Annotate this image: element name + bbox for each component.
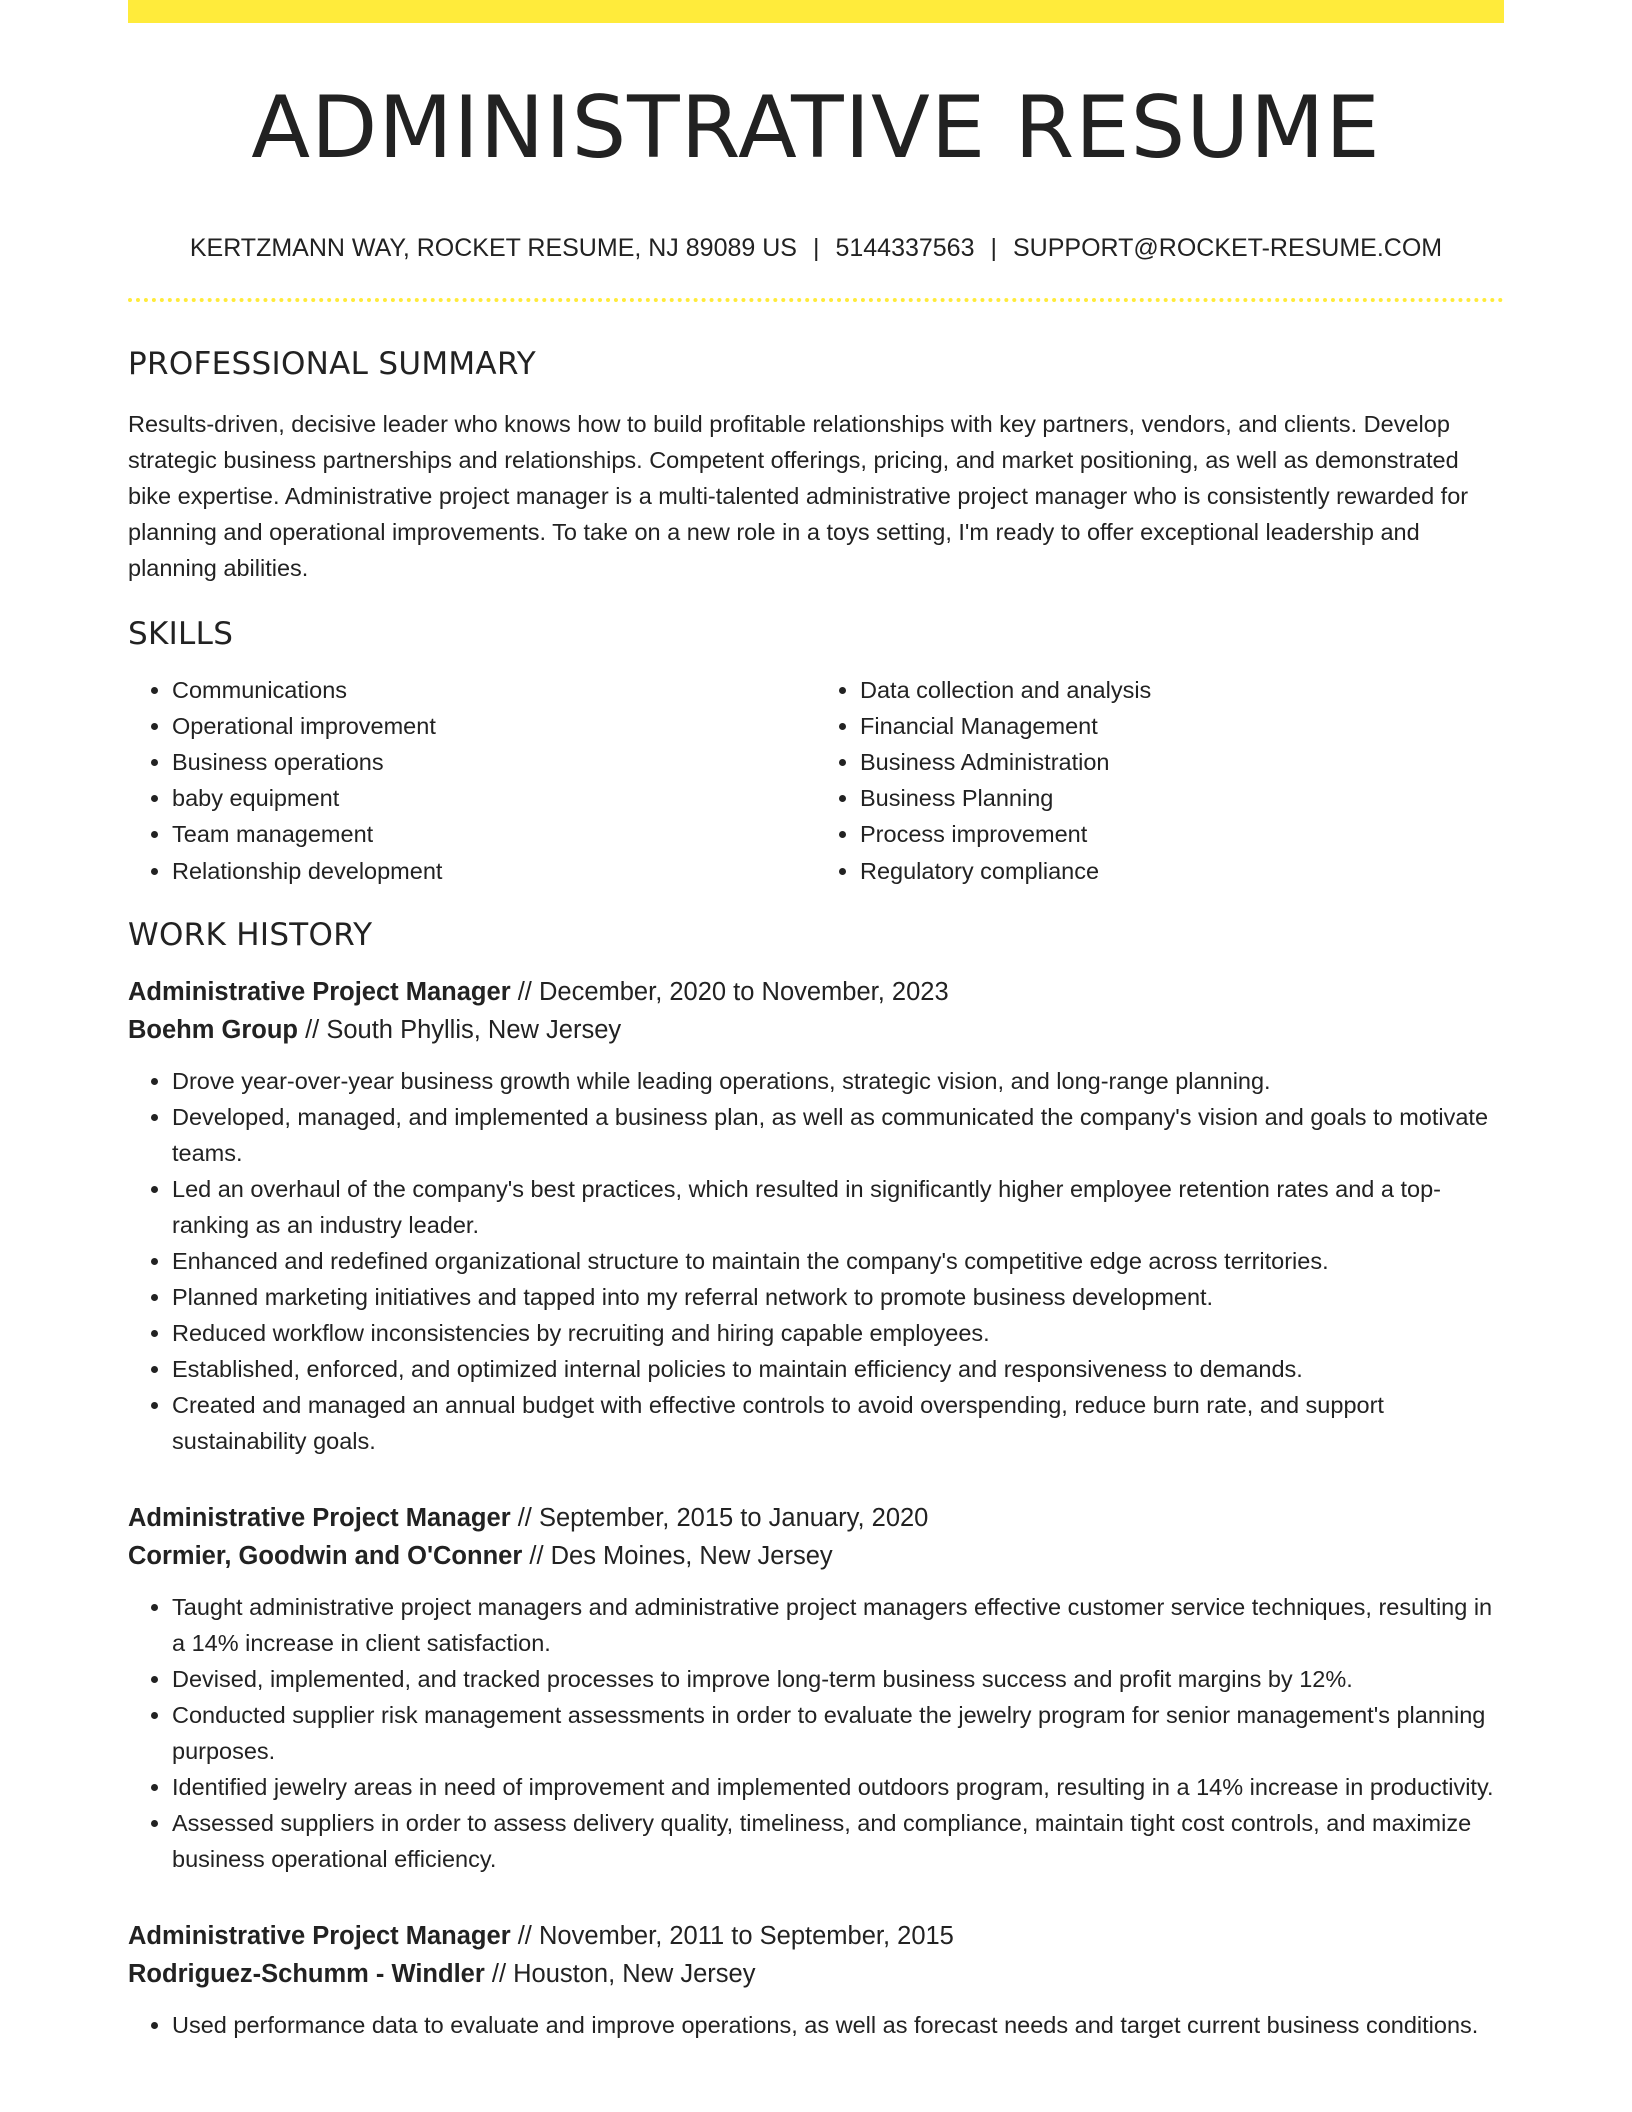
job-bullet: • Planned marketing initiatives and tapped into my referral network to promote business development. bbox=[172, 1279, 1504, 1315]
skill-item: • Relationship development bbox=[172, 853, 816, 889]
contact-phone: 5144337563 bbox=[835, 233, 975, 262]
job-bullet: • Led an overhaul of the company's best practices, which resulted in significantly higher employee retention rates and a top-ranking as an industry leader. bbox=[172, 1171, 1504, 1243]
job-entry bbox=[128, 1917, 1504, 2043]
job-location: // South Phyllis, New Jersey bbox=[305, 1015, 622, 1044]
job-bullet: • Drove year-over-year business growth while leading operations, strategic vision, and long-range planning. bbox=[172, 1063, 1504, 1099]
job-bullet: • Developed, managed, and implemented a business plan, as well as communicated the company's vision and goals to motivate teams. bbox=[172, 1099, 1504, 1171]
contact-address: KERTZMANN WAY, ROCKET RESUME, NJ 89089 US bbox=[189, 233, 797, 262]
job-title-line bbox=[128, 1499, 1504, 1537]
skill-item: • Business operations bbox=[172, 744, 816, 780]
section-heading-summary: PROFESSIONAL SUMMARY bbox=[128, 345, 537, 382]
job-bullet: • Created and managed an annual budget with effective controls to avoid overspending, reduce burn rate, and support sustainability goals. bbox=[172, 1387, 1504, 1459]
skill-item: • Business Administration bbox=[860, 744, 1504, 780]
skill-item: • Business Planning bbox=[860, 780, 1504, 816]
summary-text: Results-driven, decisive leader who knows how to build profitable relationships with key partners, vendors, and clients. Develop strategic business partnerships and relationships. Competent offerings, pricing, and market positioning, as well as demonstrated bike expertise. Administrative project manager is a multi-talented administrative project manager who is consistently rewarded for planning and operational improvements. To take on a new role in a toys setting, I'm ready to offer exceptional leadership and planning abilities. bbox=[128, 410, 1469, 581]
skill-item: • baby equipment bbox=[172, 780, 816, 816]
job-title-line bbox=[128, 1917, 1504, 1955]
job-title: Administrative Project Manager bbox=[128, 1503, 511, 1532]
skill-item: • Regulatory compliance bbox=[860, 853, 1504, 889]
resume-page bbox=[128, 0, 1504, 2043]
job-bullet: • Reduced workflow inconsistencies by recruiting and hiring capable employees. bbox=[172, 1315, 1504, 1351]
skill-item: • Process improvement bbox=[860, 816, 1504, 852]
job-bullet: • Used performance data to evaluate and improve operations, as well as forecast needs and target current business conditions. bbox=[172, 2007, 1504, 2043]
section-heading-work-history: WORK HISTORY bbox=[128, 916, 373, 953]
job-dates: // November, 2011 to September, 2015 bbox=[517, 1921, 954, 1950]
section-heading-skills: SKILLS bbox=[128, 615, 234, 652]
accent-top-bar bbox=[128, 0, 1504, 23]
resume-title: ADMINISTRATIVE RESUME bbox=[251, 78, 1381, 178]
job-location: // Houston, New Jersey bbox=[491, 1959, 756, 1988]
skill-item: • Communications bbox=[172, 672, 816, 708]
job-company: Cormier, Goodwin and O'Conner bbox=[128, 1541, 523, 1570]
job-entry bbox=[128, 1499, 1504, 1877]
job-bullet: • Assessed suppliers in order to assess delivery quality, timeliness, and compliance, maintain tight cost controls, and maximize business operational efficiency. bbox=[172, 1805, 1504, 1877]
job-location: // Des Moines, New Jersey bbox=[529, 1541, 833, 1570]
skills-list-right bbox=[816, 672, 1504, 889]
job-title-line bbox=[128, 973, 1504, 1011]
job-bullet: • Established, enforced, and optimized internal policies to maintain efficiency and responsiveness to demands. bbox=[172, 1351, 1504, 1387]
job-company-line bbox=[128, 1955, 1504, 1993]
job-title: Administrative Project Manager bbox=[128, 977, 511, 1006]
job-bullet: • Taught administrative project managers and administrative project managers effective customer service techniques, resulting in a 14% increase in client satisfaction. bbox=[172, 1589, 1504, 1661]
skill-item: • Team management bbox=[172, 816, 816, 852]
job-company-line bbox=[128, 1011, 1504, 1049]
dotted-divider bbox=[128, 298, 1504, 302]
job-bullet: • Devised, implemented, and tracked processes to improve long-term business success and profit margins by 12%. bbox=[172, 1661, 1504, 1697]
skills-list-left bbox=[128, 672, 816, 889]
job-bullet: • Conducted supplier risk management assessments in order to evaluate the jewelry program for senior management's planning purposes. bbox=[172, 1697, 1504, 1769]
job-dates: // September, 2015 to January, 2020 bbox=[517, 1503, 929, 1532]
contact-separator: | bbox=[990, 233, 997, 262]
contact-separator: | bbox=[812, 233, 820, 262]
skills-columns bbox=[128, 672, 1504, 889]
job-title: Administrative Project Manager bbox=[128, 1921, 511, 1950]
skill-item: • Data collection and analysis bbox=[860, 672, 1504, 708]
job-bullets bbox=[128, 1063, 1504, 1459]
skill-item: • Operational improvement bbox=[172, 708, 816, 744]
job-bullets bbox=[128, 1589, 1504, 1877]
contact-email: SUPPORT@ROCKET-RESUME.COM bbox=[1013, 233, 1443, 262]
job-bullet: • Enhanced and redefined organizational structure to maintain the company's competitive edge across territories. bbox=[172, 1243, 1504, 1279]
job-company: Rodriguez-Schumm - Windler bbox=[128, 1959, 485, 1988]
job-company-line bbox=[128, 1537, 1504, 1575]
job-bullet: • Identified jewelry areas in need of improvement and implemented outdoors program, resulting in a 14% increase in productivity. bbox=[172, 1769, 1504, 1805]
job-entry bbox=[128, 973, 1504, 1459]
job-company: Boehm Group bbox=[128, 1015, 298, 1044]
job-dates: // December, 2020 to November, 2023 bbox=[517, 977, 949, 1006]
skill-item: • Financial Management bbox=[860, 708, 1504, 744]
job-bullets bbox=[128, 2007, 1504, 2043]
contact-line bbox=[128, 234, 1504, 263]
